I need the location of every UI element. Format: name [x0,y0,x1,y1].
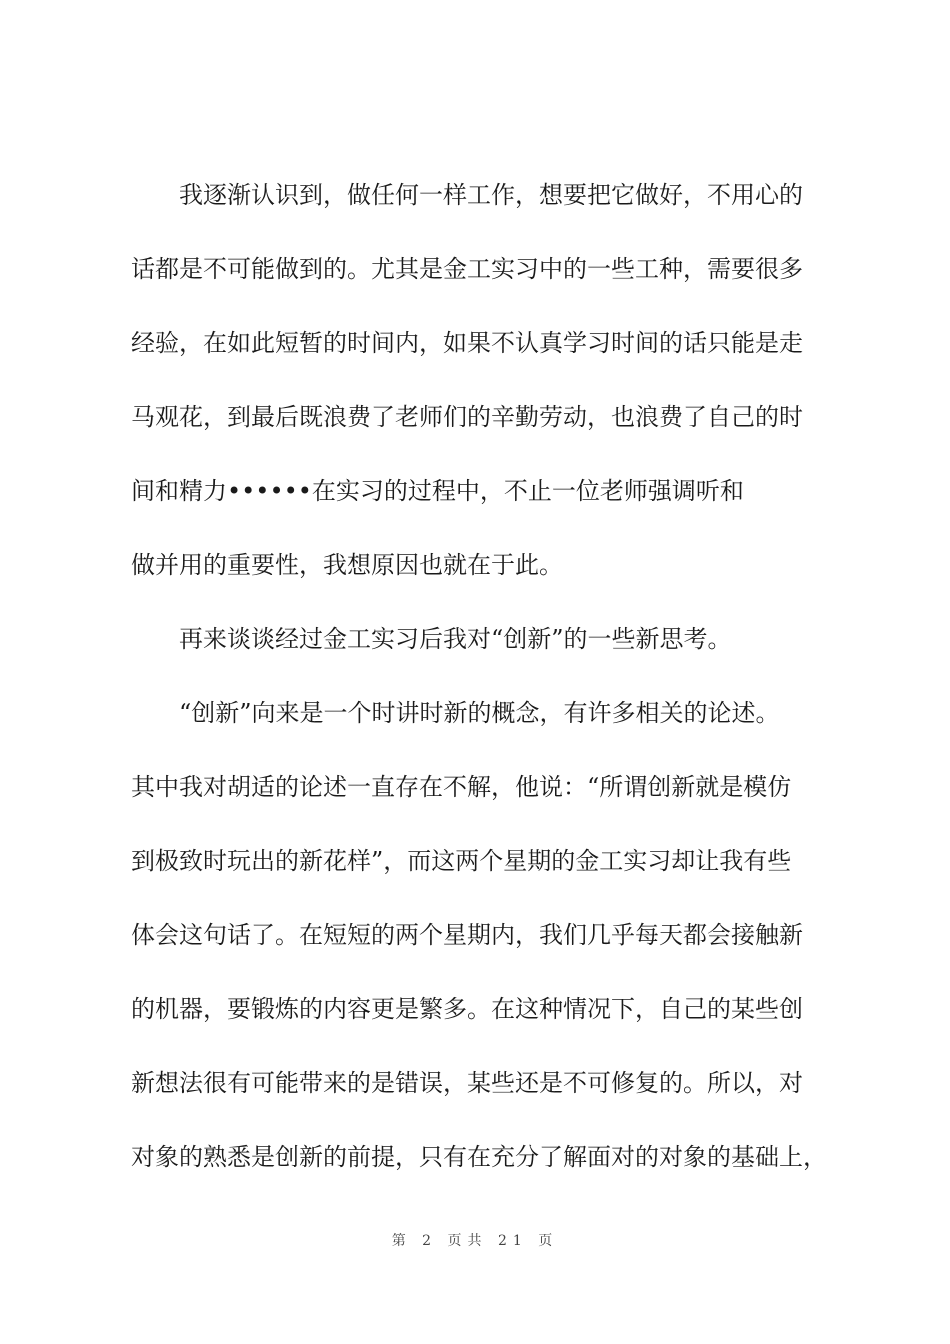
paragraph-3-line-4: 体会这句话了。在短短的两个星期内，我们几乎每天都会接触新 [131,921,803,949]
paragraph-3-line-7: 对象的熟悉是创新的前提，只有在充分了解面对的对象的基础上， [131,1143,827,1171]
paragraph-3-line-5: 的机器，要锻炼的内容更是繁多。在这种情况下，自己的某些创 [131,995,803,1023]
paragraph-1-line-3: 经验，在如此短暂的时间内，如果不认真学习时间的话只能是走 [131,329,803,357]
paragraph-3-line-2: 其中我对胡适的论述一直存在不解，他说：“所谓创新就是模仿 [131,773,792,801]
paragraph-1-line-6: 做并用的重要性，我想原因也就在于此。 [131,551,563,579]
paragraph-3-line-3: 到极致时玩出的新花样”，而这两个星期的金工实习却让我有些 [131,847,792,875]
paragraph-1-line-2: 话都是不可能做到的。尤其是金工实习中的一些工种，需要很多 [131,255,803,283]
paragraph-2-line-1: 再来谈谈经过金工实习后我对“创新”的一些新思考。 [179,625,732,653]
paragraph-1-line-5: 间和精力••••••在实习的过程中，不止一位老师强调听和 [131,477,744,505]
paragraph-3-line-6: 新想法很有可能带来的是错误，某些还是不可修复的。所以，对 [131,1069,803,1097]
paragraph-3-line-1: “创新”向来是一个时讲时新的概念，有许多相关的论述。 [179,699,780,727]
page-number-footer: 第 2 页共 21 页 [391,1233,559,1249]
paragraph-1-line-4: 马观花，到最后既浪费了老师们的辛勤劳动，也浪费了自己的时 [131,403,803,431]
paragraph-1-line-1: 我逐渐认识到，做任何一样工作，想要把它做好，不用心的 [179,181,803,209]
